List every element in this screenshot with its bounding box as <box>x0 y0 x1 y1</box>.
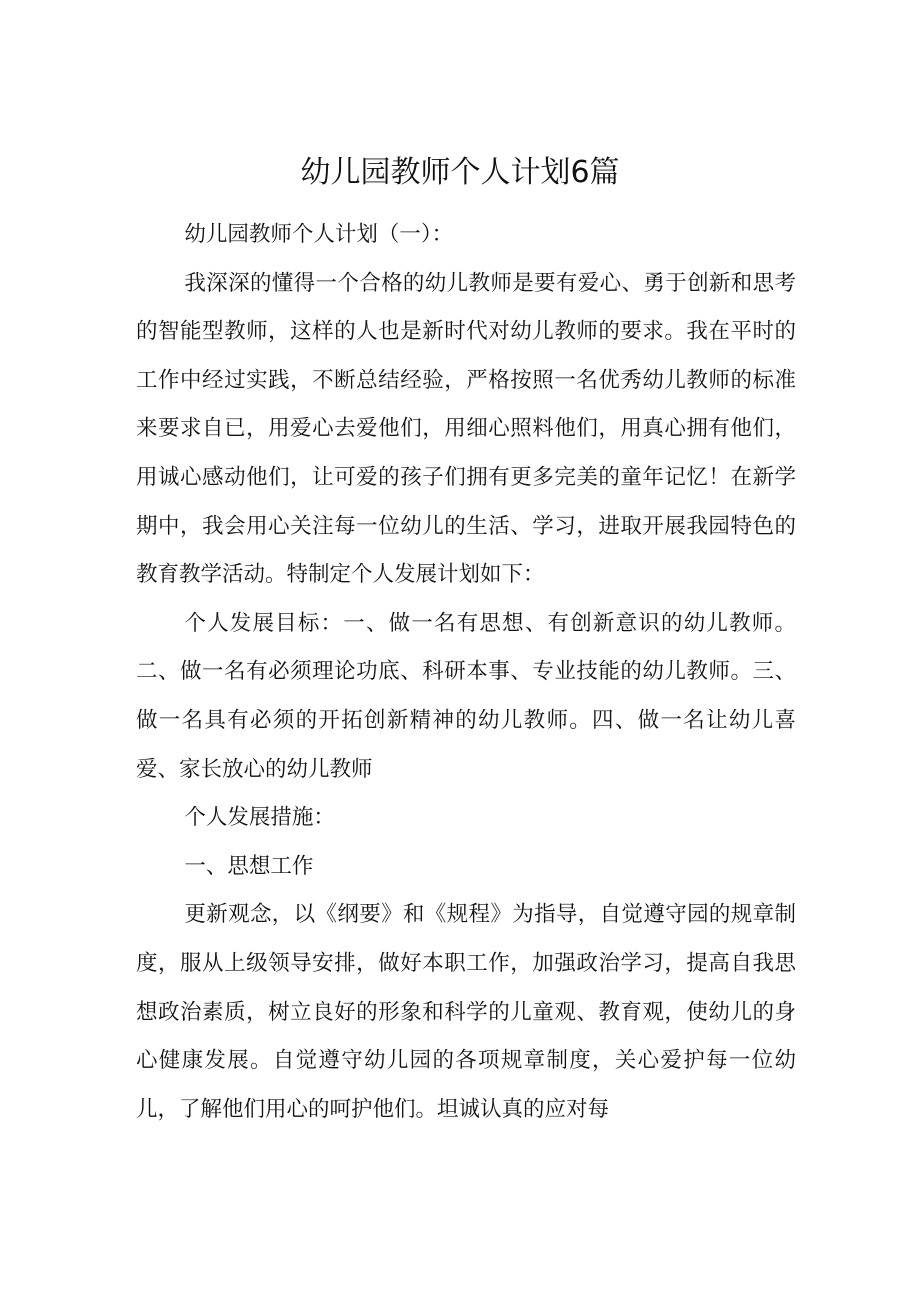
paragraph-section-heading: 幼儿园教师个人计划（一）： <box>184 222 454 247</box>
paragraph-measures-heading: 个人发展措施： <box>184 805 335 831</box>
paragraph-introduction: 我深深的懂得一个合格的幼儿教师是要有爱心、勇于创新和思考的智能型教师，这样的人也是新时代对幼儿教师的要求。我在平时的工作中经过实践，不断总结经验，严格按照一名优秀幼儿教师的标准来要求自已，用爱心去爱他们，用细心照料他们，用真心拥有他们，用诚心感动他们，让可爱的孩子们拥有更多完美的童年记忆！在新学期中，我会用心关注每一位幼儿的生活、学习，进取开展我园特色的教育教学活动。特制定个人发展计划如下： <box>136 270 796 588</box>
paragraph-ideology-heading: 一、思想工作 <box>184 853 314 879</box>
document-body <box>136 211 796 1134</box>
paragraph-ideology-work: 更新观念，以《纲要》和《规程》为指导，自觉遵守园的规章制度，服从上级领导安排，做好本职工作，加强政治学习，提高自我思想政治素质，树立良好的形象和科学的儿童观、教育观，使幼儿的身心健康发展。自觉遵守幼儿园的各项规章制度，关心爱护每一位幼儿，了解他们用心的呵护他们。坦诚认真的应对每 <box>136 902 796 1122</box>
document-title: 幼儿园教师个人计划6篇 <box>300 155 620 190</box>
paragraph-development-goals: 个人发展目标：一、做一名有思想、有创新意识的幼儿教师。二、做一名有必须理论功底、科研本事、专业技能的幼儿教师。三、做一名具有必须的开拓创新精神的幼儿教师。四、做一名让幼儿喜爱、家长放心的幼儿教师 <box>136 610 796 782</box>
